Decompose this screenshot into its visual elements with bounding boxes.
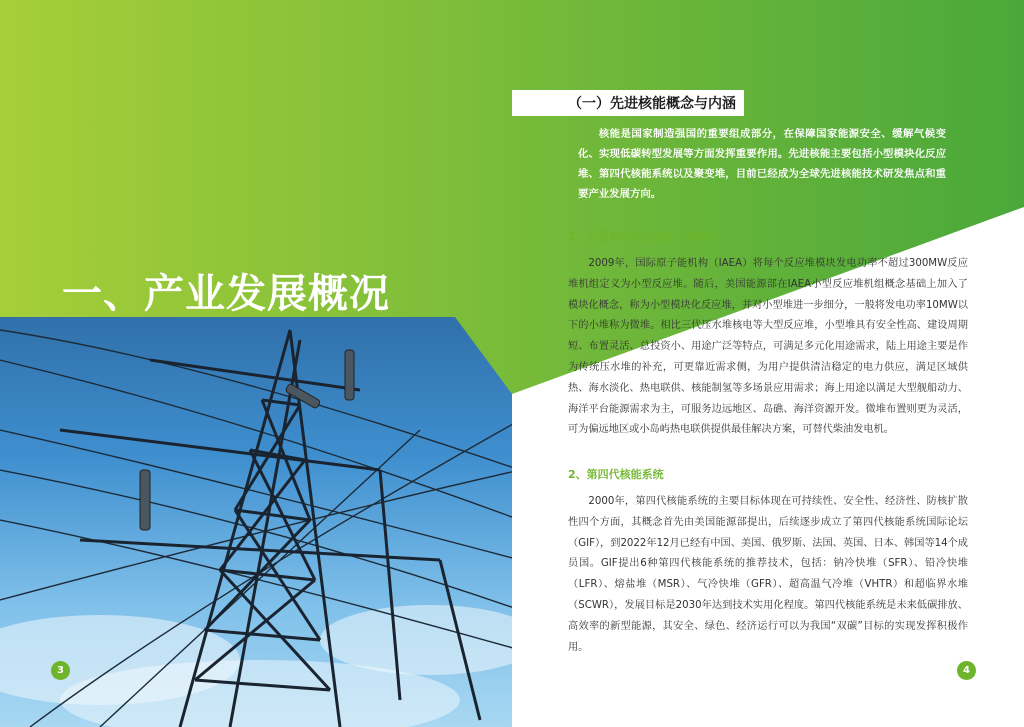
page-number-right: 4 <box>957 661 976 680</box>
gen4-heading: 2、第四代核能系统 <box>568 468 664 481</box>
intro-paragraph: 核能是国家制造强国的重要组成部分，在保障国家能源安全、缓解气候变化、实现低碳转型发展等方面发挥重要作用。先进核能主要包括小型模块化反应堆、第四代核能系统以及聚变堆，目前已经成为全球先进核能技术研发焦点和重要产业发展方向。 <box>578 128 946 200</box>
section-heading: （一）先进核能概念与内涵 <box>568 96 736 112</box>
smr-paragraph: 2009年，国际原子能机构（IAEA）将每个反应堆模块发电功率不超过300MW反应堆机组定义为小型反应堆。随后，美国能源部在IAEA小型反应堆机组概念基础上加入了模块化概念，称为小型模块化反应堆，并对小型堆进一步细分，一般将发电功率10MW以下的小堆称为微堆。相比三代压水堆核电等大型反应堆，小型堆具有安全性高、建设周期短、布置灵活、总投资小、用途广泛等特点，可满足多元化用途需求，陆上用途主要是作为传统压水堆的补充，可更靠近需求侧，为用户提供清洁稳定的电力供应，满足区域供热、海水淡化、热电联供、核能制氢等多场景应用需求；海上用途以满足大型舰船动力、海洋平台能源需求为主，可服务边远地区、岛礁、海洋资源开发。微堆布置则更为灵活，可为偏远地区或小岛屿热电联供提供最佳解决方案，可替代柴油发电机。 <box>568 258 968 436</box>
smr-heading: 1、小型模块化反应堆（SMR） <box>568 230 724 243</box>
gen4-paragraph: 2000年，第四代核能系统的主要目标体现在可持续性、安全性、经济性、防核扩散性四个方面，其概念首先由美国能源部提出，后续逐步成立了第四代核能系统国际论坛（GIF），到2022年12月已经有中国、美国、俄罗斯、法国、英国、日本、韩国等14个成员国。GIF提出6种第四代核能系统的推荐技术，包括：钠冷快堆（SFR）、铅冷快堆（LFR）、熔盐堆（MSR）、气冷快堆（GFR）、超高温气冷堆（VHTR）和超临界水堆（SCWR），发展目标是2030年达到技术实用化程度。第四代核能系统是未来低碳排放、高效率的新型能源，其安全、绿色、经济运行可以为我国“双碳”目标的实现发挥积极作用。 <box>568 496 968 653</box>
page-title: 一、产业发展概况 <box>62 270 390 317</box>
section-heading-tab <box>512 90 744 116</box>
page-number-left: 3 <box>51 661 70 680</box>
